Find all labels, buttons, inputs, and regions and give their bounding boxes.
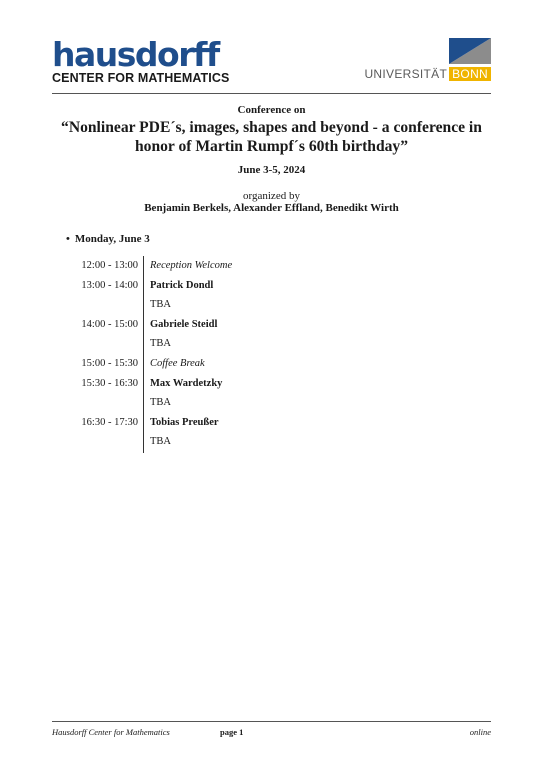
schedule-entry: Coffee Break xyxy=(150,357,205,369)
uni-bonn-logo-uni: UNIVERSITÄT xyxy=(364,67,448,81)
day-heading xyxy=(66,233,150,245)
schedule-entry: TBA xyxy=(150,397,171,409)
schedule-entry: TBA xyxy=(150,436,171,448)
schedule-time: 13:00 - 14:00 xyxy=(81,279,138,291)
schedule-time: 14:00 - 15:00 xyxy=(81,318,138,330)
schedule-time: 15:00 - 15:30 xyxy=(81,357,138,369)
schedule-row xyxy=(70,354,450,374)
footer-page-number: page 1 xyxy=(220,727,244,737)
schedule-row xyxy=(70,334,450,354)
header-divider xyxy=(52,93,491,94)
uni-bonn-emblem-icon xyxy=(449,38,491,64)
conference-intro: Conference on xyxy=(237,104,306,116)
day-label: Monday, June 3 xyxy=(74,233,150,245)
conference-date: June 3-5, 2024 xyxy=(237,164,306,176)
schedule-row xyxy=(70,315,450,335)
schedule-row xyxy=(70,432,450,452)
schedule-time: 16:30 - 17:30 xyxy=(81,416,138,428)
hausdorff-logo xyxy=(52,35,230,85)
schedule-row xyxy=(70,276,450,296)
footer-mode: online xyxy=(469,727,491,737)
schedule-entry: Tobias Preußer xyxy=(150,416,219,428)
schedule-row xyxy=(70,256,450,276)
schedule-entry: Max Wardetzky xyxy=(150,377,223,389)
hausdorff-logo-subtitle: CENTER FOR MATHEMATICS xyxy=(52,71,230,85)
schedule-entry: Reception Welcome xyxy=(150,260,233,271)
hausdorff-logo-word: hausdorff xyxy=(52,35,219,74)
schedule-entry: Patrick Dondl xyxy=(150,279,214,291)
uni-bonn-logo xyxy=(364,38,491,82)
schedule-row xyxy=(70,393,450,413)
bullet-icon: • xyxy=(66,233,70,245)
schedule-entry: TBA xyxy=(150,299,171,311)
schedule-row xyxy=(70,295,450,315)
footer-institution: Hausdorff Center for Mathematics xyxy=(52,727,170,737)
footer-divider xyxy=(52,721,491,722)
schedule-time: 12:00 - 13:00 xyxy=(81,260,138,271)
schedule-entry: Gabriele Steidl xyxy=(150,318,218,330)
schedule-entry: TBA xyxy=(150,338,171,350)
conference-title: “Nonlinear PDE´s, images, shapes and beyond - a conference in honor of Martin Rumpf´s 60th birthday” xyxy=(61,119,482,155)
schedule-row xyxy=(70,413,450,433)
organized-by-label: organized by xyxy=(243,190,300,202)
schedule-row xyxy=(70,374,450,394)
schedule-table xyxy=(70,256,450,452)
organizers: Benjamin Berkels, Alexander Effland, Benedikt Wirth xyxy=(144,202,399,214)
uni-bonn-logo-bonn: BONN xyxy=(449,67,491,81)
schedule-time: 15:30 - 16:30 xyxy=(81,377,138,389)
